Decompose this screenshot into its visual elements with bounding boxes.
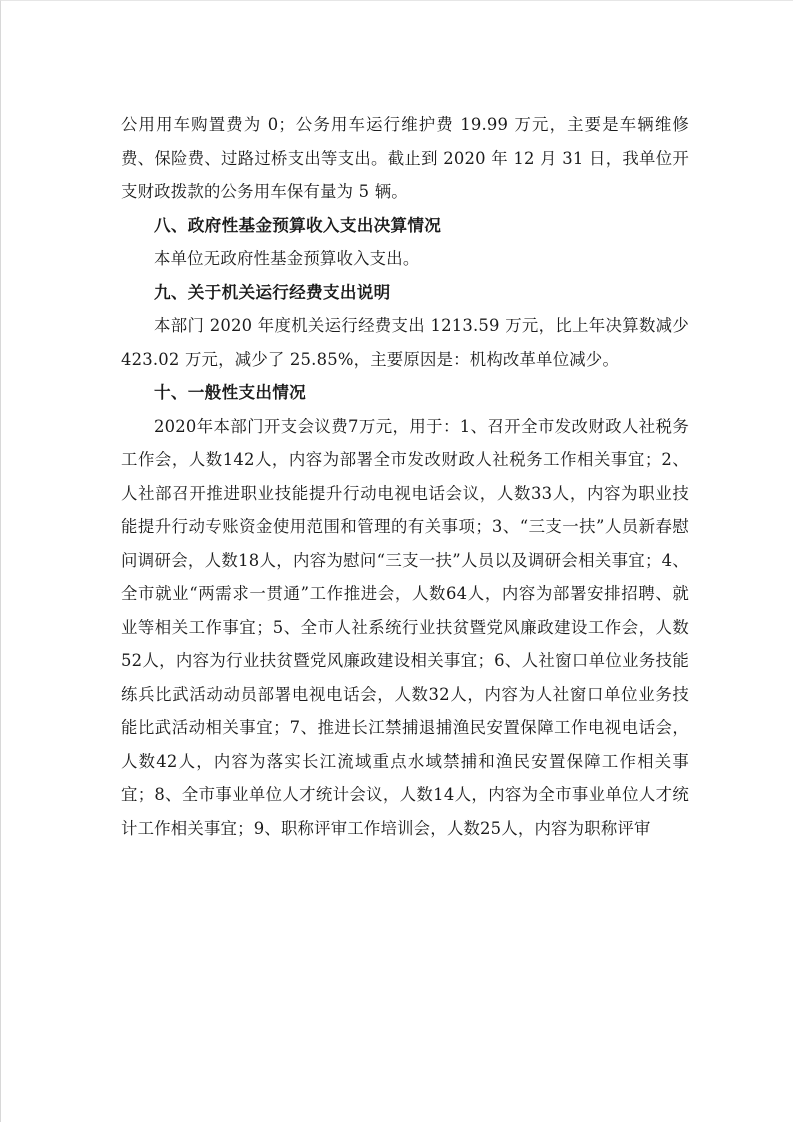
document-body	[121, 108, 689, 845]
paragraph-meeting-expenses: 2020年本部门开支会议费7万元，用于：1、召开全市发改财政人社税务工作会，人数142人，内容为部署全市发改财政人社税务工作相关事宜；2、人社部召开推进职业技能提升行动电视电话会议，人数33人，内容为职业技能提升行动专账资金使用范围和管理的有关事项；3、“三支一扶”人员新春慰问调研会，人数18人，内容为慰问“三支一扶”人员以及调研会相关事宜；4、全市就业“两需求一贯通”工作推进会，人数64人，内容为部署安排招聘、就业等相关工作事宜；5、全市人社系统行业扶贫暨党风廉政建设工作会，人数52人，内容为行业扶贫暨党风廉政建设相关事宜；6、人社窗口单位业务技能练兵比武活动动员部署电视电话会，人数32人，内容为人社窗口单位业务技能比武活动相关事宜；7、推进长江禁捕退捕渔民安置保障工作电视电话会，人数42人，内容为落实长江流域重点水域禁捕和渔民安置保障工作相关事宜；8、全市事业单位人才统计会议，人数14人，内容为全市事业单位人才统计工作相关事宜；9、职称评审工作培训会，人数25人，内容为职称评审	[121, 416, 689, 838]
section-heading-9: 九、关于机关运行经费支出说明	[154, 282, 391, 302]
section-heading-10: 十、一般性支出情况	[154, 383, 307, 402]
paragraph-operating-expenses: 本部门 2020 年度机关运行经费支出 1213.59 万元，比上年决算数减少 423.02 万元，减少了 25.85%，主要原因是：机构改革单位减少。	[121, 316, 689, 369]
section-heading-8: 八、政府性基金预算收入支出决算情况	[154, 215, 442, 235]
paragraph-vehicle-expenses: 公用用车购置费为 0；公务用车运行维护费 19.99 万元，主要是车辆维修费、保险费、过路过桥支出等支出。截止到 2020 年 12 月 31 日，我单位开支财政拨款的公务用车保有量为 5 辆。	[121, 115, 689, 201]
paragraph-fund-budget: 本单位无政府性基金预算收入支出。	[154, 249, 420, 268]
